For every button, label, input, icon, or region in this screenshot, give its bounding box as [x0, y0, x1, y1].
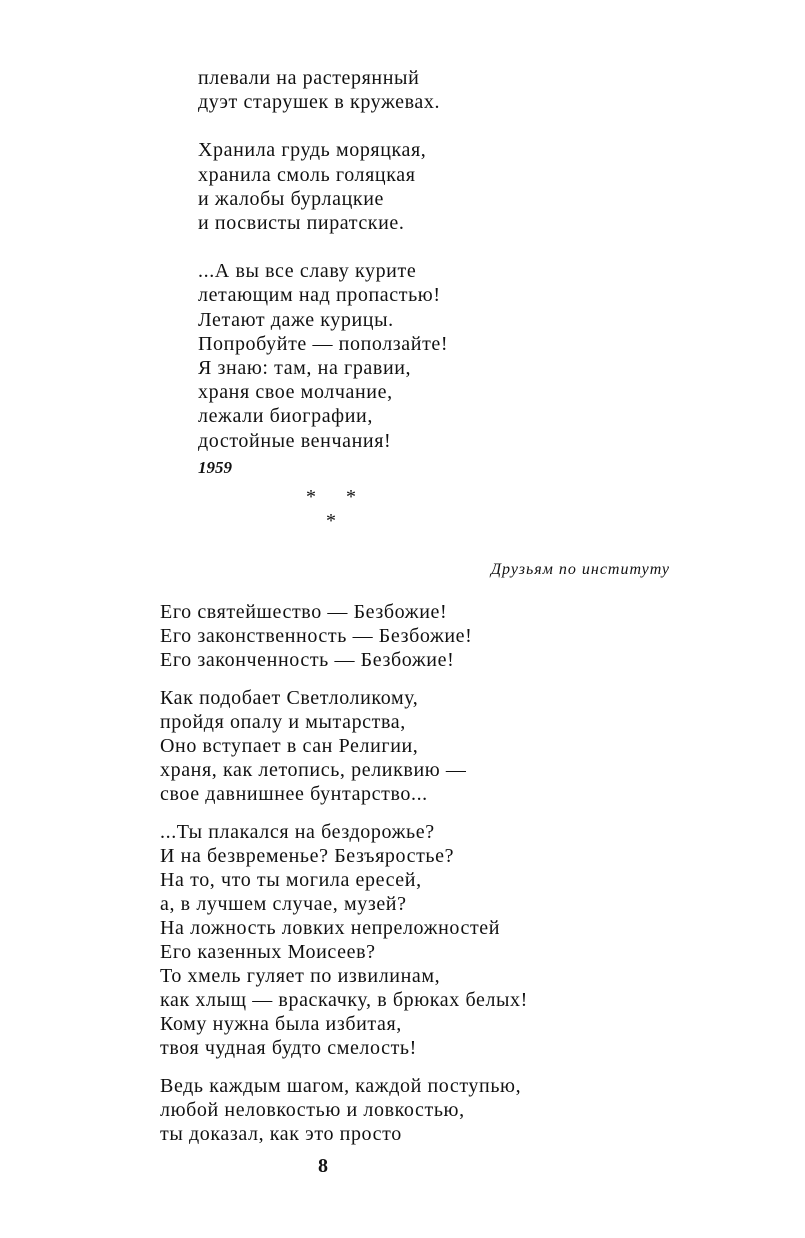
- verse-line: как хлыщ — враскачку, в брюках белых!: [160, 989, 528, 1011]
- verse-line: лежали биографии,: [198, 405, 373, 428]
- poem-2-dedication: Друзьям по институту: [490, 561, 670, 578]
- verse-line: ты доказал, как это просто: [160, 1123, 402, 1145]
- verse-line: и посвисты пиратские.: [198, 212, 405, 235]
- verse-line: Я знаю: там, на гравии,: [198, 357, 412, 380]
- verse-line: Летают даже курицы.: [198, 308, 394, 331]
- verse-line: дуэт старушек в кружевах.: [198, 91, 441, 114]
- stanza-gap: [160, 806, 528, 820]
- verse-line: На ложность ловких непреложностей: [160, 917, 501, 939]
- verse-line: ...Ты плакался на бездорожье?: [160, 821, 435, 843]
- poem-1-text: [198, 66, 448, 453]
- verse-line: Ведь каждым шагом, каждой поступью,: [160, 1075, 522, 1097]
- verse-line: То хмель гуляет по извилинам,: [160, 965, 441, 987]
- verse-line: храня, как летопись, реликвию —: [160, 759, 467, 781]
- verse-line: а, в лучшем случае, музей?: [160, 893, 407, 915]
- verse-line: любой неловкостью и ловкостью,: [160, 1099, 465, 1121]
- stanza-gap: [198, 235, 448, 259]
- verse-line: храня свое молчание,: [198, 381, 393, 404]
- asterisk: *: [346, 486, 356, 508]
- verse-line: Его святейшество — Безбожие!: [160, 601, 448, 623]
- verse-line: Как подобает Светлоликому,: [160, 687, 419, 709]
- verse-line: Оно вступает в сан Религии,: [160, 735, 419, 757]
- verse-line: Его законченность — Безбожие!: [160, 649, 455, 671]
- verse-line: твоя чудная будто смелость!: [160, 1037, 417, 1059]
- stanza-gap: [198, 114, 448, 138]
- verse-line: И на безвременье? Безъяростье?: [160, 845, 455, 867]
- verse-line: На то, что ты могила ересей,: [160, 869, 422, 891]
- verse-line: Его законственность — Безбожие!: [160, 625, 473, 647]
- verse-line: достойные венчания!: [198, 429, 392, 452]
- verse-line: Попробуйте — поползайте!: [198, 332, 449, 355]
- verse-line: пройдя опалу и мытарства,: [160, 711, 406, 733]
- verse-line: летающим над пропастью!: [198, 284, 441, 307]
- verse-line: Его казенных Моисеев?: [160, 941, 376, 963]
- stanza-gap: [160, 672, 528, 686]
- verse-line: Хранила грудь моряцкая,: [198, 139, 427, 162]
- poem-2-text: [160, 600, 528, 1146]
- verse-line: свое давнишнее бунтарство...: [160, 783, 428, 805]
- stanza-gap: [160, 1060, 528, 1074]
- asterisk: *: [306, 486, 316, 508]
- poem-1-year: 1959: [198, 458, 232, 477]
- verse-line: плевали на растерянный: [198, 67, 420, 89]
- verse-line: ...А вы все славу курите: [198, 260, 417, 283]
- verse-line: хранила смоль голяцкая: [198, 163, 416, 186]
- asterisk: *: [326, 510, 336, 532]
- page-number: 8: [318, 1155, 328, 1177]
- verse-line: и жалобы бурлацкие: [198, 187, 384, 210]
- verse-line: Кому нужна была избитая,: [160, 1013, 402, 1035]
